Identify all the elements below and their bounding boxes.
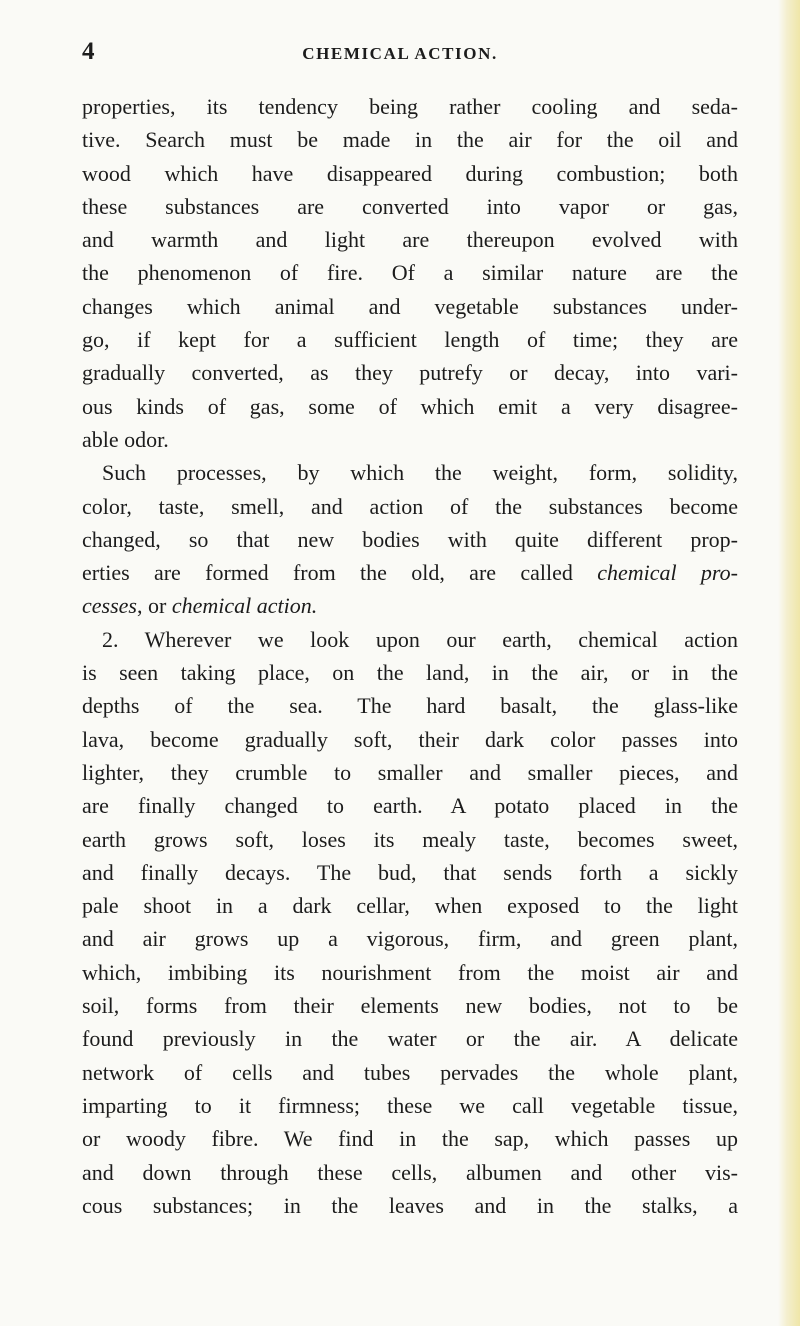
text-line: changes which animal and vegetable substances under- [82, 293, 738, 319]
text-line: which, imbibing its nourishment from the moist air and [82, 959, 738, 985]
page-header [0, 38, 800, 68]
text-line: tive. Search must be made in the air for the oil and [82, 127, 738, 153]
body-text [82, 90, 738, 1222]
text-line: and down through these cells, albumen and other vis- [82, 1159, 738, 1185]
text-line: and finally decays. The bud, that sends forth a sickly [82, 859, 738, 885]
text-line: go, if kept for a sufficient length of time; they are [82, 327, 738, 353]
text-line: gradually converted, as they putrefy or decay, into vari- [82, 360, 738, 386]
text-line: able odor. [82, 426, 169, 452]
text-line: is seen taking place, on the land, in the air, or in the [82, 660, 738, 686]
italic-term: cesses [82, 593, 137, 619]
paragraph-start-line: 2. Wherever we look upon our earth, chemical action [102, 626, 738, 652]
running-head: CHEMICAL ACTION. [302, 44, 498, 63]
text-line: color, taste, smell, and action of the substances become [82, 493, 738, 519]
text-line: soil, forms from their elements new bodies, not to be [82, 993, 738, 1019]
text-line: erties are formed from the old, are called chemical pro- [82, 560, 738, 586]
text-line: the phenomenon of fire. Of a similar nature are the [82, 260, 738, 286]
text-line: wood which have disappeared during combustion; both [82, 160, 738, 186]
text-line: found previously in the water or the air. A delicate [82, 1026, 738, 1052]
text-line: are finally changed to earth. A potato placed in the [82, 793, 738, 819]
text-line: properties, its tendency being rather cooling and seda- [82, 94, 738, 119]
text-line: cesses, or chemical action. [82, 593, 318, 619]
text-line: depths of the sea. The hard basalt, the glass-like [82, 693, 738, 719]
text-line: imparting to it firmness; these we call vegetable tissue, [82, 1092, 738, 1118]
text-line: lava, become gradually soft, their dark color passes into [82, 726, 738, 752]
text-line: network of cells and tubes pervades the whole plant, [82, 1059, 738, 1085]
text-line: pale shoot in a dark cellar, when exposed to the light [82, 893, 738, 919]
text-line: cous substances; in the leaves and in the stalks, a [82, 1192, 738, 1218]
text-line: ous kinds of gas, some of which emit a very disagree- [82, 393, 738, 419]
page-number: 4 [82, 38, 95, 65]
paragraph-start-line: Such processes, by which the weight, form, solidity, [102, 460, 738, 486]
text-line: lighter, they crumble to smaller and smaller pieces, and [82, 759, 738, 785]
page-edge-stain [778, 0, 800, 1326]
italic-term: chemical pro- [597, 560, 738, 586]
italic-term: chemical action. [171, 593, 318, 619]
text-line: and air grows up a vigorous, firm, and green plant, [82, 926, 738, 952]
text-line: or woody fibre. We find in the sap, which passes up [82, 1126, 738, 1152]
text-line: and warmth and light are thereupon evolved with [82, 227, 738, 253]
text-line: changed, so that new bodies with quite different prop- [82, 526, 738, 552]
text-line: these substances are converted into vapor or gas, [82, 193, 738, 219]
text-line: earth grows soft, loses its mealy taste, becomes sweet, [82, 826, 738, 852]
